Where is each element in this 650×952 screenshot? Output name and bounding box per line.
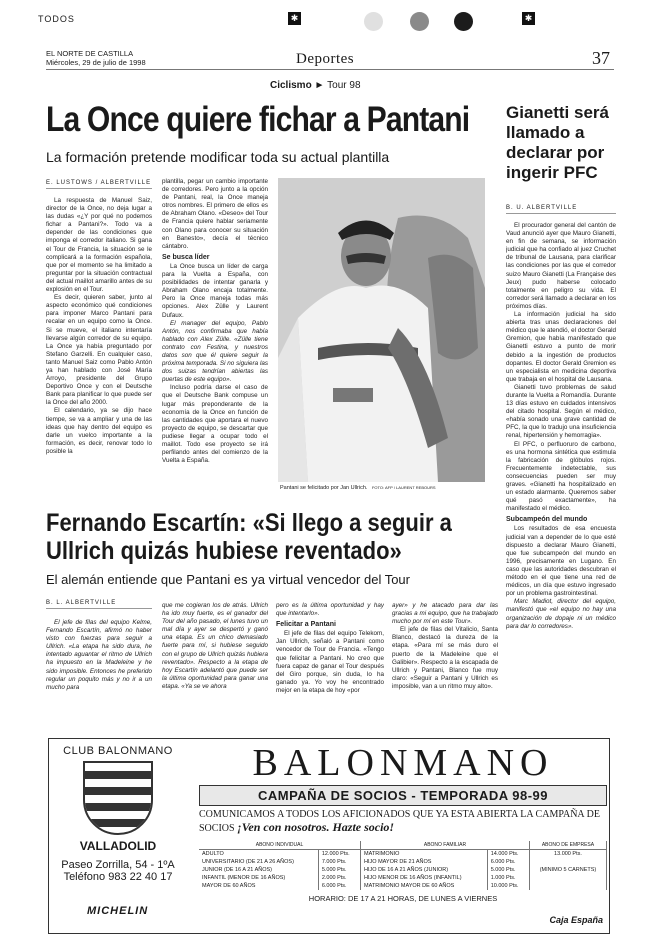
table-cell: 6.000 Pts. (487, 858, 529, 866)
table-cell: HIJO MENOR DE 16 AÑOS (INFANTIL) (361, 874, 488, 882)
paper-date: Miércoles, 29 de julio de 1998 (46, 58, 146, 67)
photo-credit: FOTO: AFP / LAURENT REBOURS (371, 485, 436, 490)
club-logo-icon (83, 761, 153, 835)
table-cell: 7.000 Pts. (318, 858, 360, 866)
ad-main (199, 741, 607, 903)
paragraph: El procurador general del cantón de Vaud anunció ayer que Mauro Gianetti, en fin de semana, se información judicial que ha confiado al juez Cruchet de tribunal de Lausana, para clarificar las condiciones por las que el corredor suizo Mauro Gianetti (La Française des Jeux) pudo haberse colocado totalmente en peligro su vida. El corredor será llamado a declarar en los próximos días. (506, 222, 616, 310)
article2-subhead: Felicitar a Pantani (276, 621, 336, 629)
article2-col3 (276, 602, 384, 710)
club-name: CLUB BALONMANO (63, 745, 173, 757)
ad-campaign: CAMPAÑA DE SOCIOS - TEMPORADA 98-99 (199, 785, 607, 806)
table-cell: (MINIMO 5 CARNETS) (529, 866, 606, 874)
main-subheadline: La formación pretende modificar toda su actual plantilla (46, 149, 390, 165)
ad-slogan: ¡Ven con nosotros. Hazte socio! (237, 820, 395, 834)
photo-illustration (278, 178, 485, 482)
balonmano-advertisement (48, 738, 610, 934)
paragraph: ayer» y he atacado para dar las gracias a mi equipo, que ha trabajado mucho por mí en este Tour». (392, 602, 498, 626)
paper-name: EL NORTE DE CASTILLA (46, 49, 134, 58)
color-dot-mid (410, 12, 429, 31)
article2-byline: B. L. ALBERTVILLE (46, 600, 152, 609)
sidebar-subhead: Subcampeón del mundo (506, 516, 588, 524)
table-cell: 2.000 Pts. (318, 874, 360, 882)
ad-hours: HORARIO: DE 17 A 21 HORAS, DE LUNES A VIERNES (308, 894, 498, 903)
table-cell: MATRIMONIO MAYOR DE 60 AÑOS (361, 882, 488, 890)
table-cell: MATRIMONIO (361, 850, 488, 859)
col-header-company: ABONO DE EMPRESA (529, 841, 606, 850)
club-address: Paseo Zorrilla, 54 - 1ºA (61, 859, 175, 871)
price-table (199, 841, 607, 890)
paragraph: El calendario, ya se dijo hace tiempe, se va a ampliar y una de las ideas que hay dentro del equipo es darle un vuelco importante a la formación, es decir, renovar todo lo posible la (46, 407, 152, 455)
pantani-ullrich-photo (278, 178, 485, 482)
paper-info (46, 49, 146, 67)
table-row (199, 882, 607, 890)
paragraph: Los resultados de esa encuesta judicial van a depender de lo que esté dispuesto a declarar Mauro Gianetti, que fue subcampeón del mundo en 1996, precisamente en Lugano. En caso que las autoridades descubran el método en el que tiene una red de médicos, un día que estuvo ingresado por un problema gastrointestinal. (506, 525, 616, 598)
table-cell: INFANTIL (MENOR DE 16 AÑOS) (199, 874, 318, 882)
ad-message-text: COMUNICAMOS A TODOS LOS AFICIONADOS QUE YA ESTA ABIERTA LA CAMPAÑA DE SOCIOS (199, 809, 600, 834)
article1-byline: E. LUSTOWS / ALBERTVILLE (46, 180, 152, 189)
page-header (46, 48, 614, 70)
article2-col1 (46, 600, 152, 719)
table-cell: HIJO DE 16 A 21 AÑOS (JUNIOR) (361, 866, 488, 874)
ad-message (199, 809, 607, 835)
paragraph: El jefe de filas del equipo Telekom, Jan Ullrich, señaló a Pantani como vencedor de Tour de Francia. «Tengo que felicitar a Pantani. No creo que fuera capaz de ganar el Tour después del Giro porque, sin duda, lo ha ganado ya. Yo voy he encontrado mejor en la etapa de hoy «por (276, 630, 384, 694)
paragraph: La información judicial ha sido abierta tras unas declaraciones del médico que le atendió, el doctor Gerald Gremion, que había manifestado que Gianetti estuvo a punto de morir debido a la ingestión de productos dopantes. El doctor Gerald Gremion es un especialista en medicina deportiva que trabaja en el hospital de Lausana. (506, 311, 616, 383)
article1-col1 (46, 180, 152, 517)
page-label: TODOS (38, 14, 75, 24)
paragraph: plantilla, pegar un cambio importante de corredores. Pero junto a la opción de Pantani, real, la Once maneja otros nombres. El primero de ellos es de Abraham Olano. «Deseo» del Tour de Francia quiere hablar seriamente con Olano para conocer su situación en Banesto», decía el técnico cántabro. (162, 178, 268, 250)
print-registration-bar (38, 12, 618, 32)
kicker-arrow-icon: ► (314, 80, 325, 91)
col-header-individual: ABONO INDIVIDUAL (199, 841, 361, 850)
kicker-event: Tour 98 (327, 80, 361, 91)
second-subheadline: El alemán entiende que Pantani es ya virtual vencedor del Tour (46, 572, 410, 587)
second-headline-line2: Ullrich quizás hubiese reventado» (46, 537, 402, 565)
ad-title: BALONMANO (252, 742, 554, 784)
paragraph: El jefe de filas del equipo Kelme, Fernando Escartín, afirmó no haber visto con fuerzas para seguir a Ullrich. «La etapa ha sido dura, he intentado aguantar el ritmo de Ullrich ha impuesto en la Madeleine y he sido imposible. Entonces he preferido regular un poquito más y no ir a un mucho para (46, 619, 152, 691)
paragraph: Incluso podría darse el caso de que el Deutsche Bank compuse un lugar más preponderante de la economía de la Once en función de las cantidades que aportara el nuevo proyecto de equipo, se descartar que pudiese llegar a ocupar todo el maillot. Todo ese proyecto se irá perfilando antes del comienzo de la Vuelta a España. (162, 384, 268, 465)
article2-col1-text (46, 619, 152, 719)
photo-caption-line (280, 485, 436, 491)
article2-col4 (392, 602, 498, 710)
paragraph: Marc Madiot, director del equipo, manifestó que «el equipo no hay una organización de dopaje ni un médico para dar lo corredores». (506, 598, 616, 630)
second-headline-line1: Fernando Escartín: «Si llego a seguir a (46, 509, 452, 537)
paragraph: Es decir, quieren saber, junto al aspecto económico qué condiciones para imponer Marco Pantani para recalar en un equipo como la Once. Si se mueve, el italiano intentaría llevarse algún corredor de su equipo. La Once ya había preguntado por Stefano Garzelli. En cualquier caso, tanto Manuel Saiz como Pablo Antón ya han hablado con José María Arroyo, presidente del Grupo Deportivo Once y con el Deutsche Bank para planificar lo que puede ser la Once del año 2000. (46, 294, 152, 407)
table-cell: 10.000 Pts. (487, 882, 529, 890)
table-row (199, 850, 607, 859)
main-headline: La Once quiere fichar a Pantani (46, 100, 470, 139)
paragraph: pero es la última oportunidad y hay que intentarlo». (276, 602, 384, 618)
price-table-header (199, 841, 607, 850)
page-number: 37 (592, 48, 610, 68)
table-row (199, 874, 607, 882)
caja-espana-logo: Caja España (549, 915, 603, 925)
table-cell: HIJO MAYOR DE 21 AÑOS (361, 858, 488, 866)
paragraph: El PFC, o perfluoruro de carbono, es una hormona sintética que estimula la fabricación de glóbulos rojos. Frecuentemente indetectable, sus consecuencias pueden ser muy graves. «Gianetti ha hospitalizado en un estado alarmante. Queremos saber qué pasó exactamente», ha manifestado el médico. (506, 440, 616, 513)
table-row (199, 858, 607, 866)
table-cell: JUNIOR (DE 16 A 21 AÑOS) (199, 866, 318, 874)
section-title: Deportes (296, 51, 355, 67)
sidebar-byline: B. U. ALBERTVILLE (506, 205, 616, 214)
article1-col2 (162, 178, 268, 500)
sidebar-headline: Gianetti será llamado a declarar por ingerir PFC (506, 103, 609, 182)
club-block (57, 745, 179, 883)
table-cell: ADULTO (199, 850, 318, 859)
photo-caption: Pantani se felicitado por Jan Ullrich. (280, 485, 368, 491)
article1-col1-text (46, 197, 152, 517)
table-cell: UNIVERSITARIO (DE 21 A 26 AÑOS) (199, 858, 318, 866)
article1-subhead: Se busca líder (162, 253, 210, 261)
table-cell (529, 858, 606, 866)
club-city: VALLADOLID (79, 839, 157, 853)
table-cell: 14.000 Pts. (487, 850, 529, 859)
second-headline (46, 509, 452, 565)
paragraph: La Once busca un líder de carga para la Vuelta a España, con posibilidades de intentar ganarla y Abraham Olano encaja totalmente. Pero la Once maneja todas más opciones. Alex Zülle y Laurent Dufaux. (162, 262, 268, 319)
color-dot-dark (454, 12, 473, 31)
sidebar-text (506, 222, 616, 722)
paragraph: El jefe de filas del Vitalicio, Santa Blanco, destacó la dureza de la etapa. «Para mí se más duro el puerto de la Madeleine que el Galibier». Respecto a la escapada de Ullrich y Pantani, Blanco fue muy claro: «Seguir a Pantani y Ullrich es imposible, van a un ritmo muy alto». (392, 626, 498, 690)
color-dot-light (364, 12, 383, 31)
paragraph: que me cogieran los de atrás. Ullrich ha ido muy fuerte, es el ganador del Tour del año pasado, el lunes tuvo un mal día y ayer se despertó y ganó una etapa. Es un chico demasiado fuerte para mí, si hubiese seguido con el grupo de Ullrich quizás hubiera reventado». Respecto a la etapa de hoy Escartín adelantó que puede ser la última oportunidad para ganar una etapa. «Ya se ve ahora (162, 602, 268, 690)
table-cell: 5.000 Pts. (487, 866, 529, 874)
table-cell: 6.000 Pts. (318, 882, 360, 890)
kicker (270, 80, 361, 91)
registration-mark-right: ✱ (522, 12, 535, 25)
table-cell: MAYOR DE 60 AÑOS (199, 882, 318, 890)
kicker-sport: Ciclismo (270, 80, 312, 91)
table-cell: 1.000 Pts. (487, 874, 529, 882)
paragraph: La respuesta de Manuel Saiz, director de la Once, no deja lugar a las dudas «¿Y por qué no podemos fichar a Pantani?». Todo va a depender de las condiciones que imponga el corredor italiano. Si gana el Tour de Francia, la situación se le complicará a la formación española, que por el momento se ha limitado a preguntar por la situación contractual del actual maillot amarillo antes de su explosión en el Tour. (46, 197, 152, 294)
table-cell: 5.000 Pts. (318, 866, 360, 874)
col-header-family: ABONO FAMILIAR (361, 841, 530, 850)
table-row (199, 866, 607, 874)
michelin-logo: MICHELIN (87, 905, 149, 917)
article2-col2 (162, 602, 268, 710)
sidebar-body (506, 205, 616, 722)
table-cell (529, 874, 606, 882)
club-phone: Teléfono 983 22 40 17 (63, 871, 173, 883)
paragraph: Gianetti tuvo problemas de salud durante la Vuelta a Romandía. Durante 13 días estuvo en cuidados intensivos del citado hospital. Según el médico, «había sonado una grave cantidad de PFC, la que lo tradujo una insuficiencia renal, hipertensión y hemorragia». (506, 383, 616, 440)
registration-mark-left: ✱ (288, 12, 301, 25)
paragraph: El manager del equipo, Pablo Antón, nos confirmaba que había hablado con Alex Zülle. «Zülle tiene contrato con Festina, y nuestros datos son que él quiere seguir la próxima temporada. Si no siguiera las dos suizas tendrían abiertas las puertas de este equipo». (162, 319, 268, 384)
table-cell: 13.000 Pts. (529, 850, 606, 859)
table-cell (529, 882, 606, 890)
table-cell: 12.000 Pts. (318, 850, 360, 859)
